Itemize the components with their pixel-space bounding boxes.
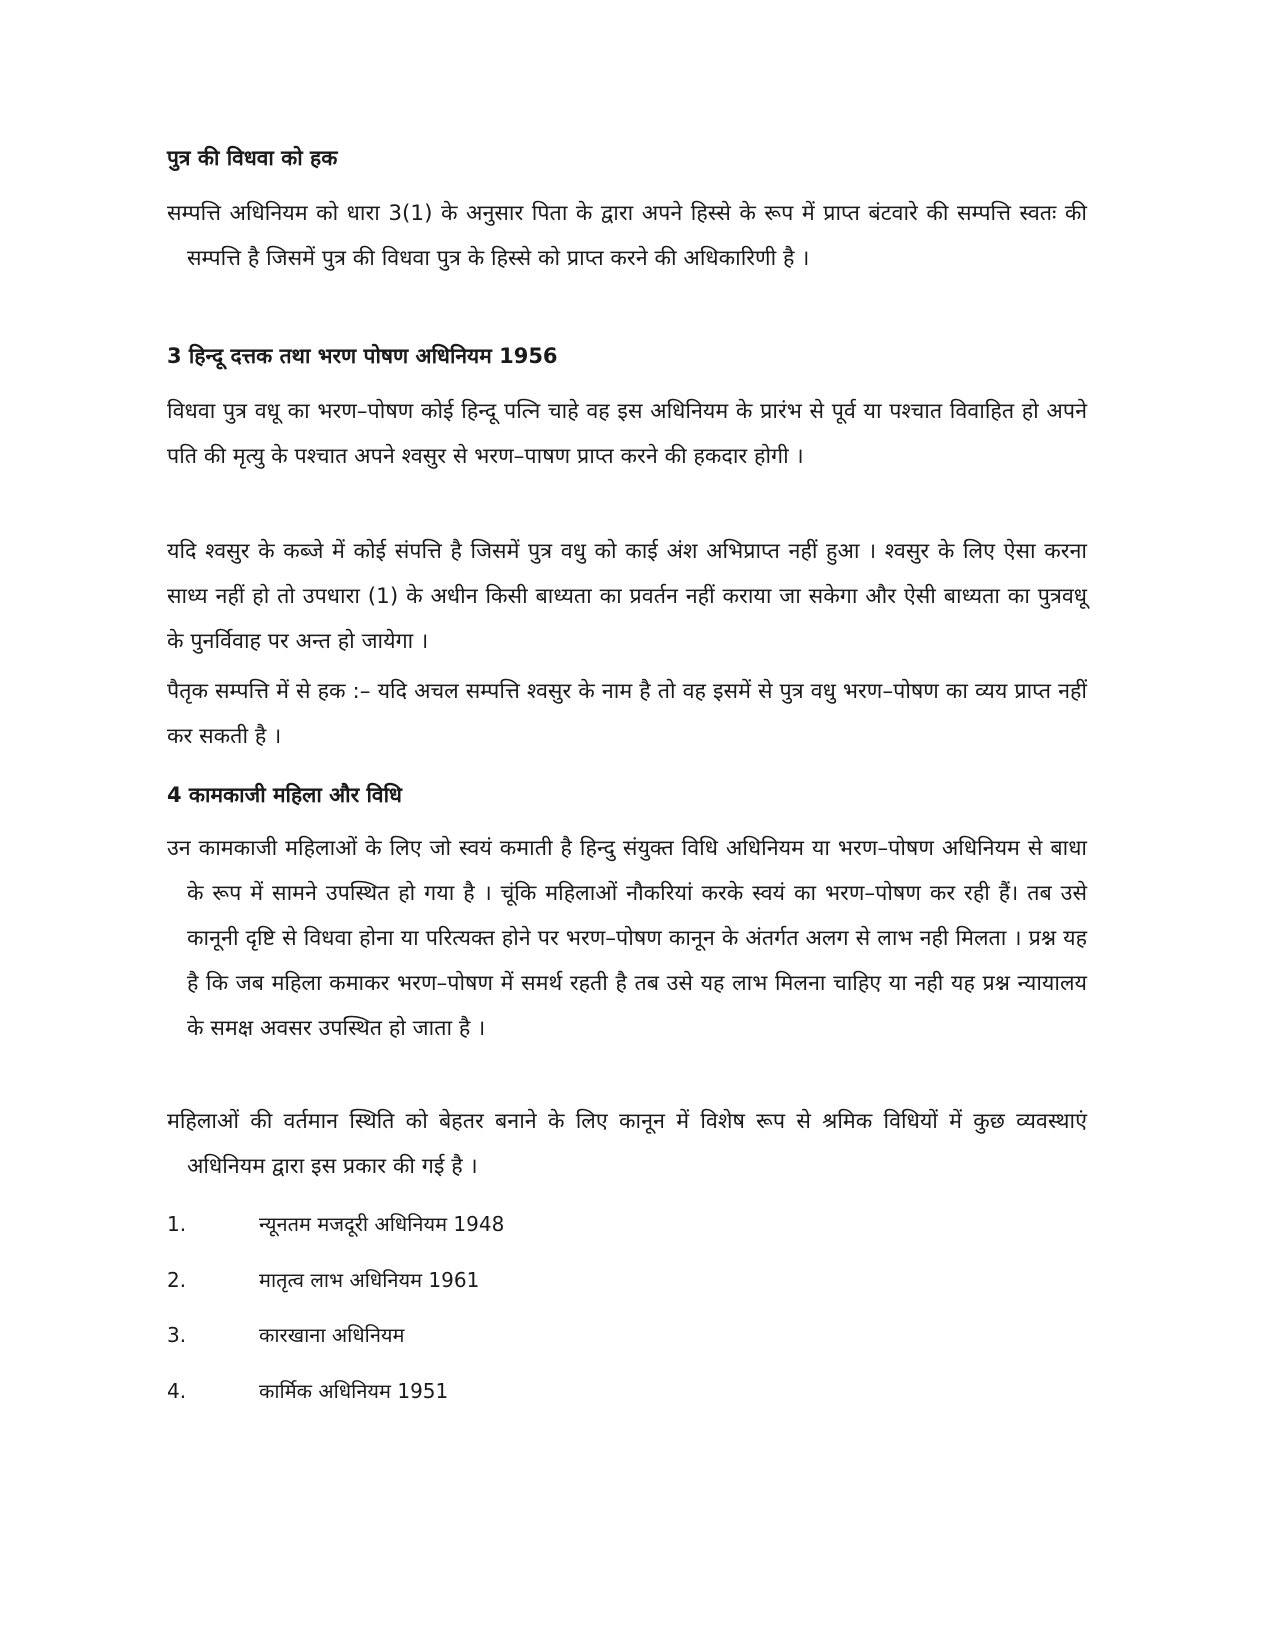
heading-son-widow-right: पुत्र की विधवा को हक <box>167 146 338 170</box>
paragraph-women-status: महिलाओं की वर्तमान स्थिति को बेहतर बनाने के लिए कानून में विशेष रूप से श्रमिक विधियों में कुछ व्यवस्थाएं अधिनियम द्वारा इस प्रकार की गई है । <box>167 1109 1087 1179</box>
paragraph-ancestral-property: पैतृक सम्पत्ति में से हक :– यदि अचल सम्पत्ति श्वसुर के नाम है तो वह इसमें से पुत्र वधु भरण–पोषण का व्यय प्राप्त नहीं कर सकती है । <box>167 679 1087 749</box>
paragraph-property-act: सम्पत्ति अधिनियम को धारा 3(1) के अनुसार पिता के द्वारा अपने हिस्से के रूप में प्राप्त बंटवारे की सम्पत्ति स्वतः की सम्पत्ति है जिसमें पुत्र की विधवा पुत्र के हिस्से को प्राप्त करने की अधिकारिणी है । <box>167 201 1087 271</box>
list-item <box>167 1321 405 1349</box>
list-text: न्यूनतम मजदूरी अधिनियम 1948 <box>259 1212 505 1236</box>
list-text: कारखाना अधिनियम <box>259 1323 405 1347</box>
list-number: 3. <box>167 1323 187 1347</box>
heading-adoption-maintenance-act: 3 हिन्दू दत्तक तथा भरण पोषण अधिनियम 1956 <box>167 344 558 368</box>
paragraph-widow-daughter-in-law: विधवा पुत्र वधू का भरण–पोषण कोई हिन्दू पत्नि चाहे वह इस अधिनियम के प्रारंभ से पूर्व या पश्चात विवाहित हो अपने पति की मृत्यु के पश्चात अपने श्वसुर से भरण–पाषण प्राप्त करने की हकदार होगी । <box>167 399 1087 469</box>
list-number: 1. <box>167 1212 187 1236</box>
heading-working-women-law: 4 कामकाजी महिला और विधि <box>167 783 402 807</box>
list-text: मातृत्व लाभ अधिनियम 1961 <box>259 1268 480 1292</box>
paragraph-father-in-law-property: यदि श्वसुर के कब्जे में कोई संपत्ति है जिसमें पुत्र वधु को काई अंश अभिप्राप्त नहीं हुआ । श्वसुर के लिए ऐसा करना साध्य नहीं हो तो उपधारा (1) के अधीन किसी बाध्यता का प्रवर्तन नहीं कराया जा सकेगा और ऐसी बाध्यता का पुत्रवधू के पुनर्विवाह पर अन्त हो जायेगा । <box>167 539 1087 654</box>
list-text: कार्मिक अधिनियम 1951 <box>259 1379 449 1403</box>
list-number: 4. <box>167 1379 187 1403</box>
list-item <box>167 1210 504 1238</box>
list-item <box>167 1266 479 1294</box>
list-item <box>167 1377 448 1405</box>
paragraph-working-women: उन कामकाजी महिलाओं के लिए जो स्वयं कमाती है हिन्दु संयुक्त विधि अधिनियम या भरण–पोषण अधिनियम से बाधा के रूप में सामने उपस्थित हो गया है । चूंकि महिलाओं नौकरियां करके स्वयं का भरण–पोषण कर रही हैं। तब उसे कानूनी दृष्टि से विधवा होना या परित्यक्त होने पर भरण–पोषण कानून के अंतर्गत अलग से लाभ नही मिलता । प्रश्न यह है कि जब महिला कमाकर भरण–पोषण में समर्थ रहती है तब उसे यह लाभ मिलना चाहिए या नही यह प्रश्न न्यायालय के समक्ष अवसर उपस्थित हो जाता है । <box>167 836 1087 1041</box>
list-number: 2. <box>167 1268 187 1292</box>
